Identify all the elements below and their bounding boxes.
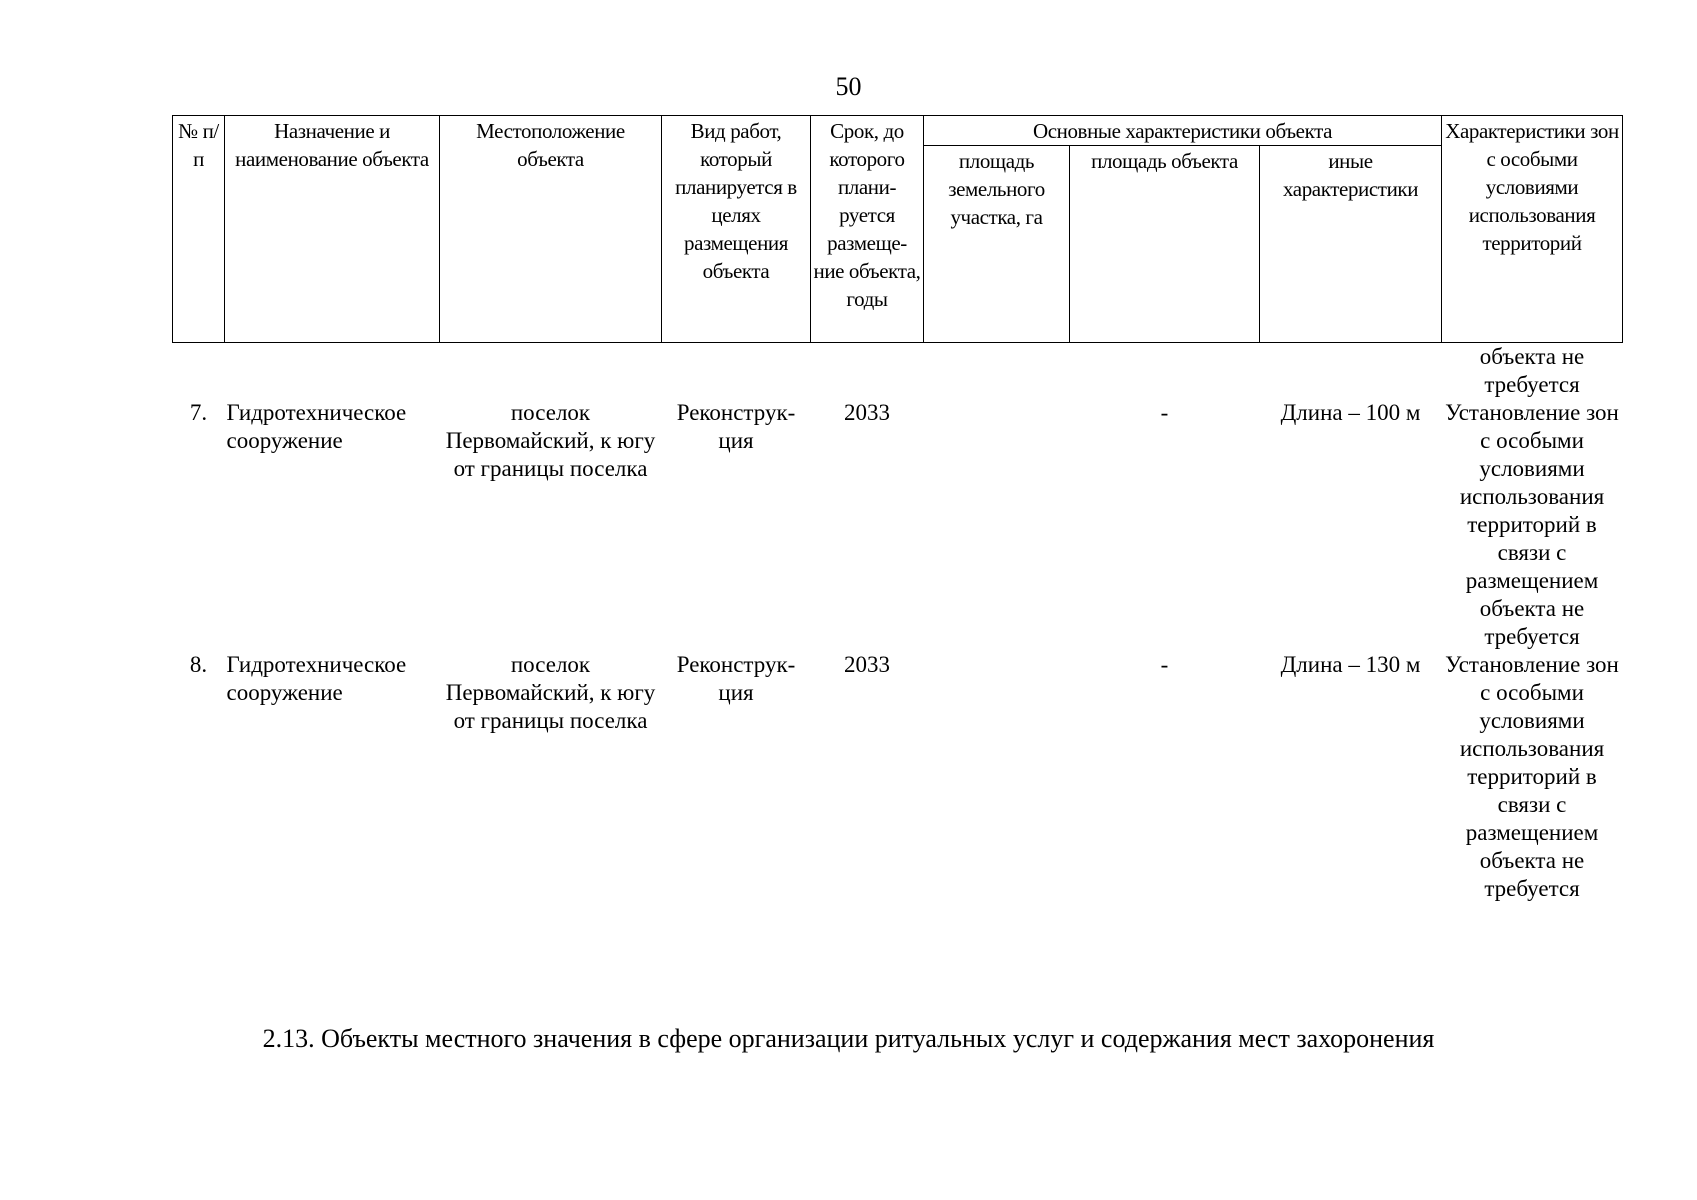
header-object-area: площадь объекта bbox=[1070, 146, 1260, 343]
cell-object-area: - bbox=[1160, 400, 1169, 425]
cell-work-type: Реконструк-ция bbox=[676, 400, 796, 453]
page-number: 50 bbox=[835, 72, 862, 101]
table-row-carryover bbox=[173, 343, 1623, 400]
cell-deadline: 2033 bbox=[844, 652, 890, 677]
table-row bbox=[173, 651, 1623, 903]
table-row bbox=[173, 399, 1623, 651]
cell-deadline: 2033 bbox=[844, 400, 890, 425]
header-location: Местоположение объекта bbox=[440, 116, 662, 343]
cell-zones: Установление зон с особыми условиями использования территорий в связи с размещением объекта не требуется bbox=[1445, 400, 1619, 649]
header-deadline: Срок, до которого плани-руется размеще-ние объекта, годы bbox=[811, 116, 924, 343]
cell-other-characteristics: Длина – 100 м bbox=[1280, 400, 1421, 425]
cell-land-area bbox=[924, 399, 1070, 651]
cell-name: Гидротехническое сооружение bbox=[226, 400, 407, 453]
cell-num: 8. bbox=[189, 652, 208, 677]
header-name: Назначение и наименование объекта bbox=[225, 116, 440, 343]
table-body bbox=[173, 343, 1623, 904]
cell-object-area: - bbox=[1160, 652, 1169, 677]
cell-zones-carryover: объекта не требуется bbox=[1479, 344, 1585, 397]
cell-location: поселок Первомайский, к югу от границы поселка bbox=[445, 400, 656, 481]
header-land-area: площадь земельного участка, га bbox=[924, 146, 1070, 343]
cell-num: 7. bbox=[189, 400, 208, 425]
header-num: № п/п bbox=[173, 116, 225, 343]
cell-work-type: Реконструк-ция bbox=[676, 652, 796, 705]
header-zones: Характеристики зон с особыми условиями использования территорий bbox=[1442, 116, 1623, 343]
cell-location: поселок Первомайский, к югу от границы поселка bbox=[445, 652, 656, 733]
cell-land-area bbox=[924, 651, 1070, 903]
header-other-characteristics: иные характеристики bbox=[1260, 146, 1442, 343]
cell-name: Гидротехническое сооружение bbox=[226, 652, 407, 705]
cell-zones: Установление зон с особыми условиями использования территорий в связи с размещением объекта не требуется bbox=[1445, 652, 1619, 901]
objects-table bbox=[172, 115, 1623, 903]
cell-other-characteristics: Длина – 130 м bbox=[1280, 652, 1421, 677]
table-header bbox=[173, 116, 1623, 343]
header-main-characteristics: Основные характеристики объекта bbox=[924, 116, 1442, 146]
section-heading: 2.13. Объекты местного значения в сфере организации ритуальных услуг и содержания мест захоронения bbox=[262, 1024, 1435, 1053]
header-work-type: Вид работ, который планируется в целях размещения объекта bbox=[662, 116, 811, 343]
